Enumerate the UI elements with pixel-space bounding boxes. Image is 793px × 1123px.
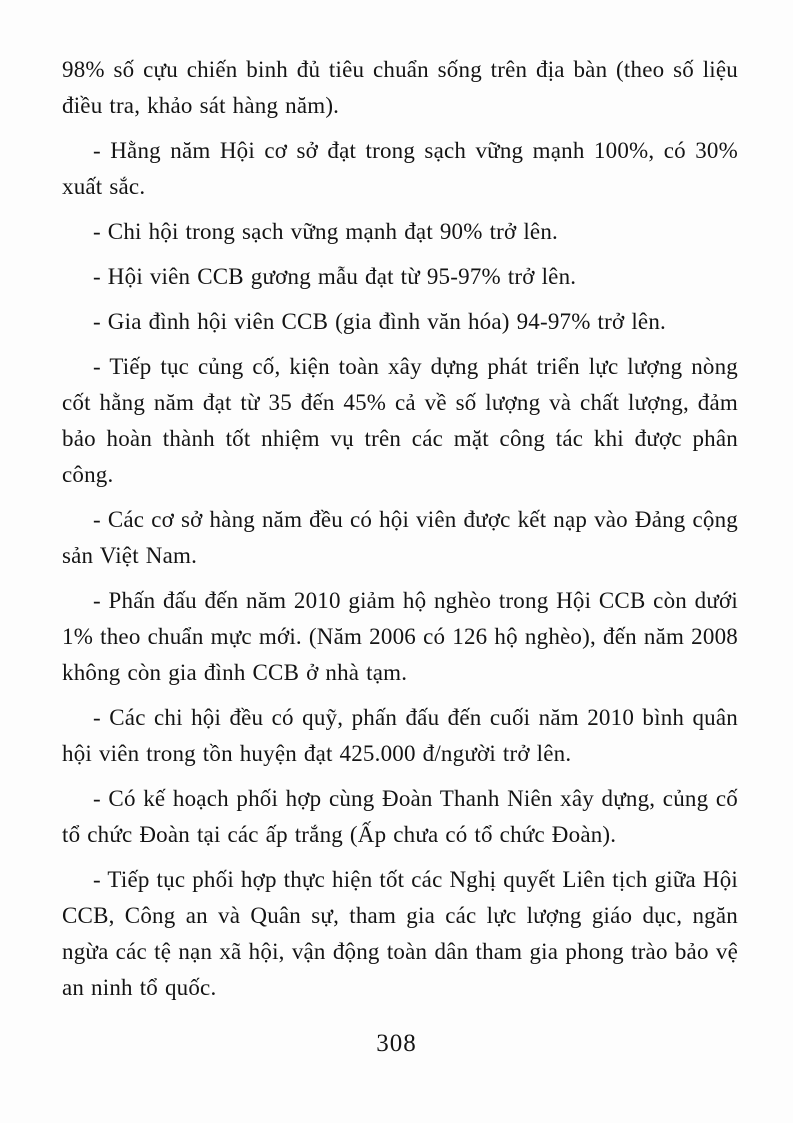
paragraph: - Chi hội trong sạch vững mạnh đạt 90% trở lên. <box>93 219 558 244</box>
page-body-text <box>62 52 738 1015</box>
page-number: 308 <box>376 1030 417 1057</box>
paragraph: - Có kế hoạch phối hợp cùng Đoàn Thanh Niên xây dựng, củng cố tổ chức Đoàn tại các ấp trắng (Ấp chưa có tổ chức Đoàn). <box>62 786 738 847</box>
paragraph: - Tiếp tục củng cố, kiện toàn xây dựng phát triển lực lượng nòng cốt hằng năm đạt từ 35 đến 45% cả về số lượng và chất lượng, đảm bảo hoàn thành tốt nhiệm vụ trên các mặt công tác khi được phân công. <box>62 354 738 487</box>
paragraph: - Tiếp tục phối hợp thực hiện tốt các Nghị quyết Liên tịch giữa Hội CCB, Công an và Quân sự, tham gia các lực lượng giáo dục, ngăn ngừa các tệ nạn xã hội, vận động toàn dân tham gia phong trào bảo vệ an ninh tổ quốc. <box>62 867 738 1000</box>
paragraph: - Hội viên CCB gương mẫu đạt từ 95-97% trở lên. <box>93 264 577 289</box>
paragraph: - Các cơ sở hàng năm đều có hội viên được kết nạp vào Đảng cộng sản Việt Nam. <box>62 507 738 568</box>
paragraph: - Gia đình hội viên CCB (gia đình văn hóa) 94-97% trở lên. <box>93 309 666 334</box>
paragraph: - Các chi hội đều có quỹ, phấn đấu đến cuối năm 2010 bình quân hội viên trong tồn huyện đạt 425.000 đ/người trở lên. <box>62 705 738 766</box>
paragraph: 98% số cựu chiến binh đủ tiêu chuẩn sống trên địa bàn (theo số liệu điều tra, khảo sát hàng năm). <box>62 57 738 118</box>
paragraph: - Hằng năm Hội cơ sở đạt trong sạch vững mạnh 100%, có 30% xuất sắc. <box>62 138 738 199</box>
paragraph: - Phấn đấu đến năm 2010 giảm hộ nghèo trong Hội CCB còn dưới 1% theo chuẩn mực mới. (Năm 2006 có 126 hộ nghèo), đến năm 2008 không còn gia đình CCB ở nhà tạm. <box>62 588 738 685</box>
